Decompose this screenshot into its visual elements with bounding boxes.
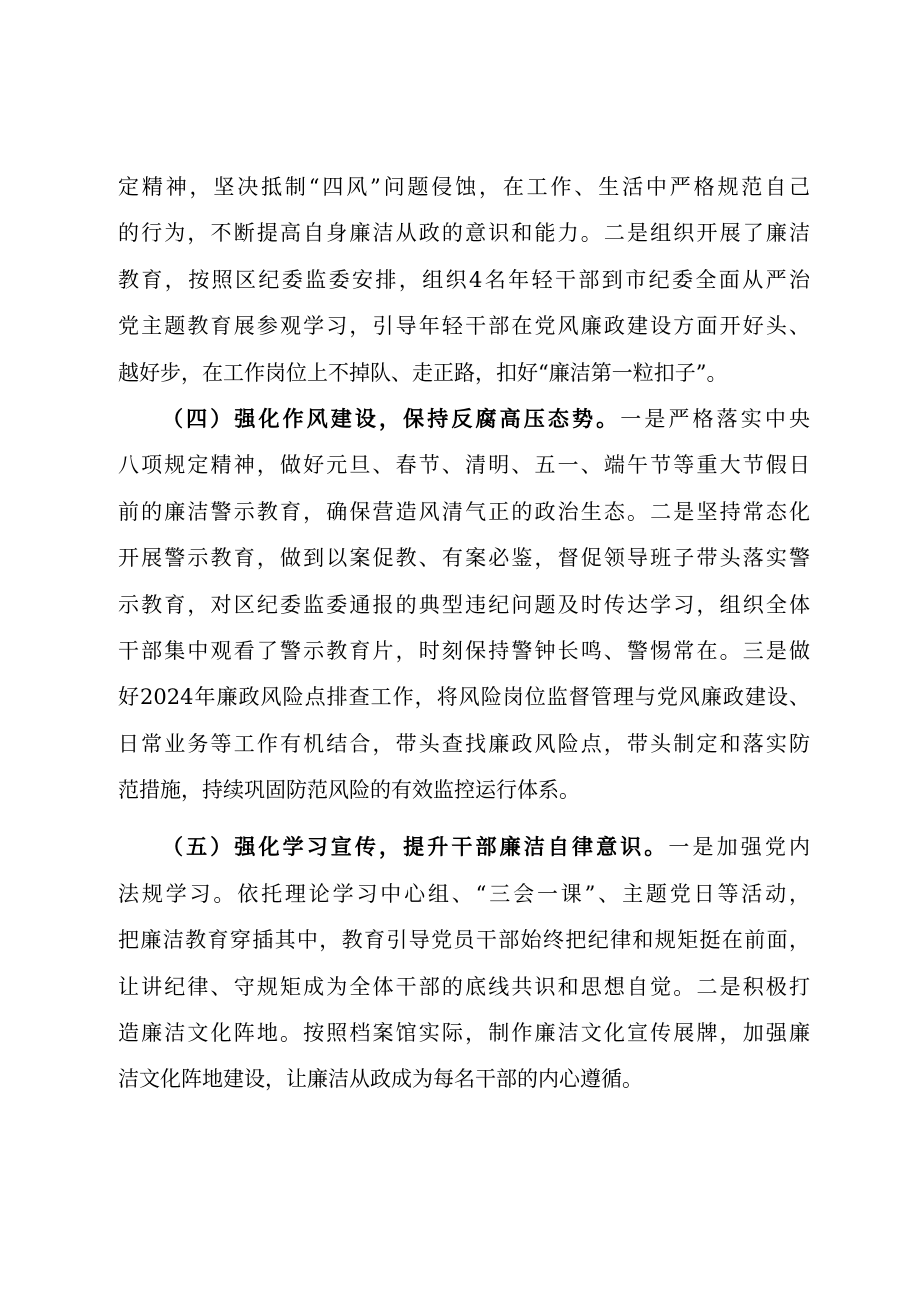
paragraph-gap bbox=[118, 813, 810, 824]
text-line: 范措施，持续巩固防范风险的有效监控运行体系。 bbox=[118, 778, 580, 803]
text-line: 洁文化阵地建设，让廉洁从政成为每名干部的内心遵循。 bbox=[118, 1067, 643, 1092]
text-line: 示教育，对区纪委监委通报的典型违纪问题及时传达学习，组织全体 bbox=[118, 592, 810, 617]
text-line bbox=[118, 396, 810, 442]
text-line: 八项规定精神，做好元旦、春节、清明、五一、端午节等重大节假日 bbox=[118, 453, 810, 478]
text-line: 法规学习。依托理论学习中心组、“三会一课”、主题党日等活动， bbox=[118, 881, 810, 906]
text-line: 干部集中观看了警示教育片，时刻保持警钟长鸣、警惕常在。三是做 bbox=[118, 638, 810, 663]
text-line: 越好步，在工作岗位上不掉队、走正路，扣好“廉洁第一粒扣子”。 bbox=[118, 360, 728, 385]
text-line: 教育，按照区纪委监委安排，组织4名年轻干部到市纪委全面从严治 bbox=[118, 267, 810, 292]
text-line bbox=[118, 824, 810, 870]
text-line: 日常业务等工作有机结合，带头查找廉政风险点，带头制定和落实防 bbox=[118, 731, 810, 756]
text-line: 开展警示教育，做到以案促教、有案必鉴，督促领导班子带头落实警 bbox=[118, 546, 810, 571]
document-page bbox=[118, 164, 810, 1103]
paragraph-section-5 bbox=[118, 824, 810, 1102]
paragraph-section-4 bbox=[118, 396, 810, 814]
text-line: 定精神，坚决抵制“四风”问题侵蚀，在工作、生活中严格规范自己 bbox=[118, 175, 810, 199]
text-line: 好2024年廉政风险点排查工作，将风险岗位监督管理与党风廉政建设、 bbox=[118, 685, 810, 710]
text-line: 的行为，不断提高自身廉洁从政的意识和能力。二是组织开展了廉洁 bbox=[118, 221, 810, 246]
text-line: 让讲纪律、守规矩成为全体干部的底线共识和思想自觉。二是积极打 bbox=[118, 974, 810, 999]
text-run: 一是加强党内 bbox=[668, 835, 810, 860]
text-line: 前的廉洁警示教育，确保营造风清气正的政治生态。二是坚持常态化 bbox=[118, 499, 810, 524]
section-heading: （四）强化作风建设，保持反腐高压态势。 bbox=[162, 405, 621, 431]
text-line: 造廉洁文化阵地。按照档案馆实际，制作廉洁文化宣传展牌，加强廉 bbox=[118, 1021, 810, 1046]
text-line: 党主题教育展参观学习，引导年轻干部在党风廉政建设方面开好头、 bbox=[118, 314, 810, 339]
paragraph-continued bbox=[118, 164, 810, 396]
section-heading: （五）强化学习宣传，提升干部廉洁自律意识。 bbox=[162, 834, 669, 860]
text-line: 把廉洁教育穿插其中，教育引导党员干部始终把纪律和规矩挺在前面， bbox=[118, 928, 810, 953]
text-run: 一是严格落实中央 bbox=[620, 406, 811, 431]
